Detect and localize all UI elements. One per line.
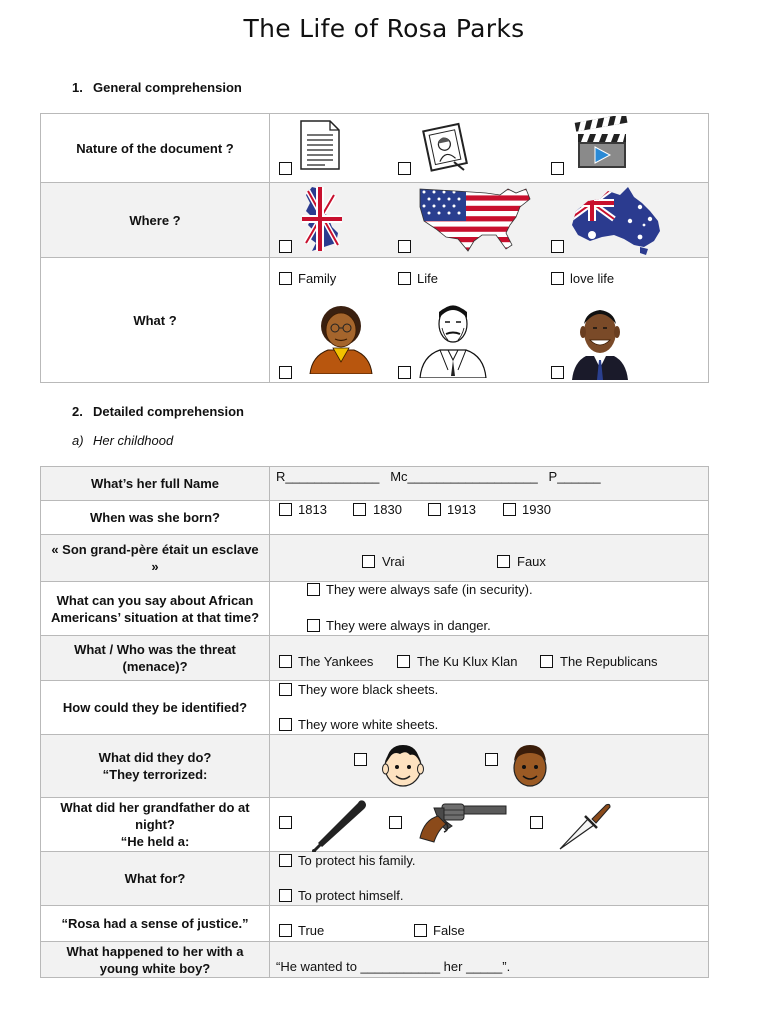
checkbox-mlk[interactable] <box>398 366 411 379</box>
checkbox-safe[interactable] <box>307 583 320 596</box>
option-life: Life <box>417 271 438 286</box>
option-love-life: love life <box>570 271 615 286</box>
baseball-bat-icon <box>310 799 368 853</box>
page-title: The Life of Rosa Parks <box>243 14 525 43</box>
checkbox-1830[interactable] <box>353 503 366 516</box>
section1-heading: General comprehension <box>93 80 242 95</box>
general-comprehension-table <box>40 113 709 383</box>
checkbox-himself-protect[interactable] <box>279 889 292 902</box>
checkbox-false[interactable] <box>414 924 427 937</box>
checkbox-yankees[interactable] <box>279 655 292 668</box>
row-where <box>41 183 709 258</box>
checkbox-danger[interactable] <box>307 619 320 632</box>
checkbox-white-sheets[interactable] <box>279 718 292 731</box>
option-white-sheets: They wore white sheets. <box>298 717 439 732</box>
born-options <box>270 501 709 535</box>
checkbox-revolver[interactable] <box>389 816 402 829</box>
checkbox-life[interactable] <box>398 272 411 285</box>
checkbox-black-child[interactable] <box>485 753 498 766</box>
row-terrorized <box>41 735 709 798</box>
option-protect-family: To protect his family. <box>298 853 416 868</box>
whiteboy-answer <box>270 942 709 978</box>
grandfather-quote: “He held a: <box>120 834 190 849</box>
option-faux: Faux <box>517 554 546 569</box>
checkbox-photo[interactable] <box>398 162 411 175</box>
checkbox-republicans[interactable] <box>540 655 553 668</box>
row-situation <box>41 582 709 636</box>
justice-label: “Rosa had a sense of justice.” <box>41 906 270 942</box>
whatfor-label: What for? <box>41 852 270 906</box>
checkbox-usa[interactable] <box>398 240 411 253</box>
checkbox-1813[interactable] <box>279 503 292 516</box>
nature-label: Nature of the document ? <box>41 114 270 183</box>
option-false: False <box>433 923 465 938</box>
option-1813: 1813 <box>298 502 327 517</box>
fullname-blanks[interactable]: R_____________ Mc__________________ P______ <box>276 469 601 484</box>
grandpere-label: « Son grand-père était un esclave » <box>41 535 270 582</box>
whatfor-options <box>270 852 709 906</box>
white-child-face-icon <box>382 741 424 789</box>
option-danger: They were always in danger. <box>326 618 491 633</box>
row-grandfather <box>41 798 709 852</box>
born-label: When was she born? <box>41 501 270 535</box>
option-true: True <box>298 923 325 938</box>
row-fullname <box>41 467 709 501</box>
threat-label: What / Who was the threat (menace)? <box>41 636 270 681</box>
black-child-face-icon <box>510 741 550 789</box>
option-1913: 1913 <box>447 502 476 517</box>
document-icon <box>299 119 341 171</box>
revolver-icon <box>418 802 508 844</box>
option-safe: They were always safe (in security). <box>326 582 533 597</box>
subsection-letter: a) <box>72 433 84 448</box>
section1-number: 1. <box>72 80 83 95</box>
grandfather-question: What did her grandfather do at night? <box>60 800 250 832</box>
checkbox-love-life[interactable] <box>551 272 564 285</box>
terrorized-label <box>41 735 270 798</box>
checkbox-white-child[interactable] <box>354 753 367 766</box>
australia-map-icon <box>570 185 664 255</box>
checkbox-knife[interactable] <box>530 816 543 829</box>
checkbox-bat[interactable] <box>279 816 292 829</box>
checkbox-uk[interactable] <box>279 240 292 253</box>
what-label: What ? <box>41 258 270 383</box>
uk-map-icon <box>298 185 344 253</box>
option-1930: 1930 <box>522 502 551 517</box>
what-options <box>270 258 709 383</box>
checkbox-kkk[interactable] <box>397 655 410 668</box>
knife-icon <box>558 799 612 851</box>
section2-heading: Detailed comprehension <box>93 404 244 419</box>
checkbox-1913[interactable] <box>428 503 441 516</box>
checkbox-obama[interactable] <box>551 366 564 379</box>
option-yankees: The Yankees <box>298 654 374 669</box>
checkbox-family-protect[interactable] <box>279 854 292 867</box>
fullname-answer <box>270 467 709 501</box>
checkbox-true[interactable] <box>279 924 292 937</box>
option-republicans: The Republicans <box>560 654 658 669</box>
grandfather-label <box>41 798 270 852</box>
fullname-label: What’s her full Name <box>41 467 270 501</box>
whiteboy-label: What happened to her with a young white boy? <box>41 942 270 978</box>
checkbox-rosa-parks[interactable] <box>279 366 292 379</box>
option-vrai: Vrai <box>382 554 405 569</box>
row-what <box>41 258 709 383</box>
usa-flag-map-icon <box>416 185 534 253</box>
where-options <box>270 183 709 258</box>
checkbox-australia[interactable] <box>551 240 564 253</box>
justice-options <box>270 906 709 942</box>
grandpere-options <box>270 535 709 582</box>
row-born <box>41 501 709 535</box>
checkbox-document[interactable] <box>279 162 292 175</box>
row-threat <box>41 636 709 681</box>
checkbox-faux[interactable] <box>497 555 510 568</box>
photo-frame-icon <box>418 122 474 172</box>
terrorized-question: What did they do? <box>98 750 212 765</box>
option-black-sheets: They wore black sheets. <box>298 682 439 697</box>
threat-options <box>270 636 709 681</box>
obama-portrait-icon <box>572 304 628 380</box>
clapperboard-video-icon <box>572 116 632 172</box>
identified-label: How could they be identified? <box>41 681 270 735</box>
checkbox-vrai[interactable] <box>362 555 375 568</box>
nature-options <box>270 114 709 183</box>
row-nature <box>41 114 709 183</box>
checkbox-black-sheets[interactable] <box>279 683 292 696</box>
row-justice <box>41 906 709 942</box>
row-identified <box>41 681 709 735</box>
identified-options <box>270 681 709 735</box>
checkbox-family[interactable] <box>279 272 292 285</box>
detailed-comprehension-table <box>40 466 709 978</box>
row-whiteboy <box>41 942 709 978</box>
checkbox-video[interactable] <box>551 162 564 175</box>
mlk-portrait-icon <box>418 300 488 378</box>
row-whatfor <box>41 852 709 906</box>
option-kkk: The Ku Klux Klan <box>417 654 518 669</box>
where-label: Where ? <box>41 183 270 258</box>
situation-options <box>270 582 709 636</box>
section2-number: 2. <box>72 404 83 419</box>
terrorized-options <box>270 735 709 798</box>
whiteboy-blanks[interactable]: “He wanted to ___________ her _____”. <box>276 959 511 974</box>
checkbox-1930[interactable] <box>503 503 516 516</box>
row-grandpere <box>41 535 709 582</box>
option-protect-himself: To protect himself. <box>298 888 404 903</box>
rosa-parks-portrait-icon <box>306 300 376 374</box>
subsection-heading: Her childhood <box>93 433 174 448</box>
grandfather-options <box>270 798 709 852</box>
option-family: Family <box>298 271 337 286</box>
terrorized-quote: “They terrorized: <box>102 767 208 782</box>
situation-label: What can you say about African Americans’ situation at that time? <box>41 582 270 636</box>
option-1830: 1830 <box>373 502 402 517</box>
